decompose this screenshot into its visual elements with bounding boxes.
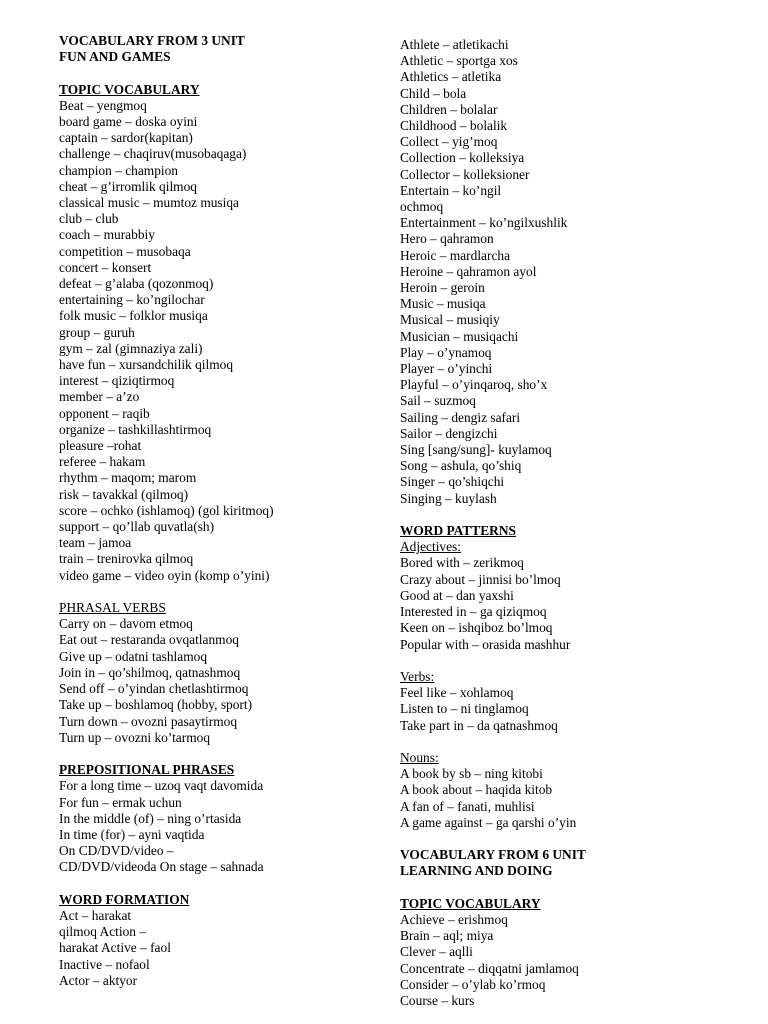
vocab-entry: defeat – g’alaba (qozonmoq) <box>59 276 214 292</box>
vocab-entry: Good at – dan yaxshi <box>400 587 514 603</box>
vocab-section <box>59 892 379 989</box>
vocab-entry: concert – konsert <box>59 259 152 275</box>
vocab-entry: A book about – haqida kitob <box>400 782 553 798</box>
unit-title-line: LEARNING AND DOING <box>400 863 553 879</box>
unit-title-line: VOCABULARY FROM 3 UNIT <box>59 33 245 48</box>
section-heading: TOPIC VOCABULARY <box>400 895 541 911</box>
vocab-entry: have fun – xursandchilik qilmoq <box>59 357 234 373</box>
vocab-entry: competition – musobaqa <box>59 243 191 259</box>
unit-title-line: FUN AND GAMES <box>59 49 171 65</box>
vocab-entry: train – trenirovka qilmoq <box>59 551 194 567</box>
vocab-entry: opponent – raqib <box>59 405 150 421</box>
vocab-entry: Sailing – dengiz safari <box>400 409 521 425</box>
vocab-entry: gym – zal (gimnaziya zali) <box>59 340 203 356</box>
vocab-entry: Brain – aql; miya <box>400 928 494 944</box>
vocab-entry: club – club <box>59 211 119 227</box>
vocab-entry: Concentrate – diqqatni jamlamoq <box>400 960 579 976</box>
vocab-entry: Collection – kolleksiya <box>400 150 525 166</box>
vocab-entry: Musician – musiqachi <box>400 328 519 344</box>
vocab-entry: Sail – suzmoq <box>400 393 476 409</box>
vocab-entry: challenge – chaqiruv(musobaqaga) <box>59 146 247 162</box>
vocab-entry: Eat out – restaranda ovqatlanmoq <box>59 632 239 648</box>
vocab-entry: Interested in – ga qiziqmoq <box>400 604 547 620</box>
vocab-entry: Collector – kolleksioner <box>400 166 530 182</box>
vocab-entry: rhythm – maqom; marom <box>59 470 197 486</box>
vocab-entry: risk – tavakkal (qilmoq) <box>59 486 189 502</box>
vocab-entry: Athletic – sportga xos <box>400 53 518 69</box>
vocab-entry: group – guruh <box>59 324 135 340</box>
vocab-entry: Athletics – atletika <box>400 69 502 85</box>
vocab-entry: organize – tashkillashtirmoq <box>59 421 212 437</box>
vocab-entry: A game against – ga qarshi o’yin <box>400 814 577 830</box>
vocab-entry: interest – qiziqtirmoq <box>59 373 175 389</box>
vocab-entry: classical music – mumtoz musiqa <box>59 195 239 211</box>
vocab-entry: Carry on – davom etmoq <box>59 616 193 632</box>
unit-title-line: VOCABULARY FROM 6 UNIT <box>400 847 586 863</box>
section-heading: PREPOSITIONAL PHRASES <box>59 762 235 778</box>
section-heading: TOPIC VOCABULARY <box>59 81 200 97</box>
vocab-entry: Actor – aktyor <box>59 972 138 988</box>
vocab-entry: For a long time – uzoq vaqt davomida <box>59 778 264 794</box>
vocab-entry: Song – ashula, qo’shiq <box>400 458 522 474</box>
vocab-entry: Inactive – nofaol <box>59 956 150 972</box>
vocab-entry: Heroin – geroin <box>400 280 485 296</box>
vocab-section <box>400 669 740 734</box>
section-heading: WORD PATTERNS <box>400 523 516 539</box>
vocab-entry: Take part in – da qatnashmoq <box>400 717 558 733</box>
vocab-entry: Hero – qahramon <box>400 231 494 247</box>
vocab-section <box>400 37 740 507</box>
vocab-section <box>59 82 379 584</box>
right-column <box>400 0 740 1009</box>
vocab-entry: ochmoq <box>400 199 444 215</box>
vocab-entry: pleasure –rohat <box>59 438 142 454</box>
vocab-entry: captain – sardor(kapitan) <box>59 130 193 146</box>
vocab-entry: board game – doska oyini <box>59 114 198 129</box>
vocab-section <box>400 523 740 653</box>
vocab-entry: member – a’zo <box>59 389 140 405</box>
vocab-entry: Act – harakat <box>59 907 132 923</box>
vocab-entry: Athlete – atletikachi <box>400 37 509 52</box>
vocab-entry: cheat – g’irromlik qilmoq <box>59 178 197 194</box>
vocab-section <box>400 750 740 831</box>
vocab-entry: harakat Active – faol <box>59 940 171 956</box>
vocab-entry: qilmoq Action – <box>59 924 147 940</box>
vocab-section <box>59 762 379 875</box>
vocab-entry: Bored with – zerikmoq <box>400 555 524 571</box>
vocab-entry: referee – hakam <box>59 454 146 470</box>
vocab-entry: CD/DVD/videoda On stage – sahnada <box>59 859 264 875</box>
section-spacer <box>59 746 379 762</box>
left-column <box>59 0 379 989</box>
section-spacer <box>59 65 379 81</box>
vocab-entry: Children – bolalar <box>400 101 498 117</box>
section-spacer <box>400 507 740 523</box>
vocab-entry: In the middle (of) – ning o’rtasida <box>59 810 242 826</box>
vocab-entry: Popular with – orasida mashhur <box>400 636 571 652</box>
vocab-entry: score – ochko (ishlamoq) (gol kiritmoq) <box>59 502 274 518</box>
vocab-entry: team – jamoa <box>59 535 132 551</box>
vocab-section <box>59 33 379 65</box>
vocab-entry: A book by sb – ning kitobi <box>400 766 543 782</box>
vocab-entry: Music – musiqa <box>400 296 486 312</box>
vocab-entry: Collect – yig’moq <box>400 134 498 150</box>
vocab-entry: support – qo’llab quvatla(sh) <box>59 519 215 535</box>
vocab-entry: Join in – qo’shilmoq, qatnashmoq <box>59 664 241 680</box>
vocab-entry: Turn down – ovozni pasaytirmoq <box>59 713 238 729</box>
vocab-entry: Playful – o’yinqaroq, sho’x <box>400 377 548 393</box>
vocab-entry: Singer – qo’shiqchi <box>400 474 505 490</box>
section-heading: PHRASAL VERBS <box>59 600 166 616</box>
vocab-entry: Entertain – ko’ngil <box>400 182 502 198</box>
vocab-entry: Singing – kuylash <box>400 490 497 506</box>
vocab-entry: Consider – o’ylab ko’rmoq <box>400 976 546 992</box>
vocab-section <box>400 896 740 1009</box>
vocab-entry: Child – bola <box>400 85 467 101</box>
vocab-entry: Send off – o’yindan chetlashtirmoq <box>59 681 249 697</box>
vocab-entry: folk music – folklor musiqa <box>59 308 208 324</box>
vocab-entry: In time (for) – ayni vaqtida <box>59 826 205 842</box>
vocab-entry: Entertainment – ko’ngilxushlik <box>400 215 568 231</box>
vocab-entry: video game – video oyin (komp o’yini) <box>59 567 270 583</box>
vocab-entry: champion – champion <box>59 162 178 178</box>
section-spacer <box>400 734 740 750</box>
vocab-entry: Crazy about – jinnisi bo’lmoq <box>400 571 561 587</box>
vocab-entry: Turn up – ovozni ko’tarmoq <box>59 729 211 745</box>
vocab-entry: Heroine – qahramon ayol <box>400 263 537 279</box>
section-spacer <box>59 584 379 600</box>
vocab-section <box>59 600 379 746</box>
vocab-entry: Sing [sang/sung]- kuylamoq <box>400 442 552 458</box>
vocab-section <box>400 847 740 879</box>
vocab-entry: Heroic – mardlarcha <box>400 247 511 263</box>
section-heading: WORD FORMATION <box>59 891 190 907</box>
section-subheading: Adjectives: <box>400 539 461 555</box>
vocab-entry: Listen to – ni tinglamoq <box>400 701 529 717</box>
vocab-entry: entertaining – ko’ngilochar <box>59 292 205 308</box>
vocab-entry: Sailor – dengizchi <box>400 425 498 441</box>
vocab-entry: coach – murabbiy <box>59 227 155 243</box>
vocab-entry: Musical – musiqiy <box>400 312 500 328</box>
vocab-entry: Course – kurs <box>400 992 475 1008</box>
vocab-entry: On CD/DVD/video – <box>59 843 174 859</box>
section-spacer <box>59 876 379 892</box>
vocab-entry: Play – o’ynamoq <box>400 344 492 360</box>
vocab-entry: Player – o’yinchi <box>400 361 493 377</box>
section-spacer <box>400 831 740 847</box>
vocab-entry: Feel like – xohlamoq <box>400 685 514 701</box>
vocab-entry: A fan of – fanati, muhlisi <box>400 798 535 814</box>
section-spacer <box>400 653 740 669</box>
vocab-entry: For fun – ermak uchun <box>59 794 182 810</box>
vocab-entry: Take up – boshlamoq (hobby, sport) <box>59 697 253 713</box>
section-subheading: Nouns: <box>400 749 439 765</box>
vocab-entry: Achieve – erishmoq <box>400 911 508 927</box>
vocab-entry: Beat – yengmoq <box>59 97 147 113</box>
section-spacer <box>400 880 740 896</box>
vocab-entry: Childhood – bolalik <box>400 118 508 134</box>
vocab-entry: Clever – aqlli <box>400 944 473 960</box>
vocab-entry: Keen on – ishqiboz bo’lmoq <box>400 620 553 636</box>
section-subheading: Verbs: <box>400 668 435 684</box>
vocab-entry: Give up – odatni tashlamoq <box>59 648 208 664</box>
